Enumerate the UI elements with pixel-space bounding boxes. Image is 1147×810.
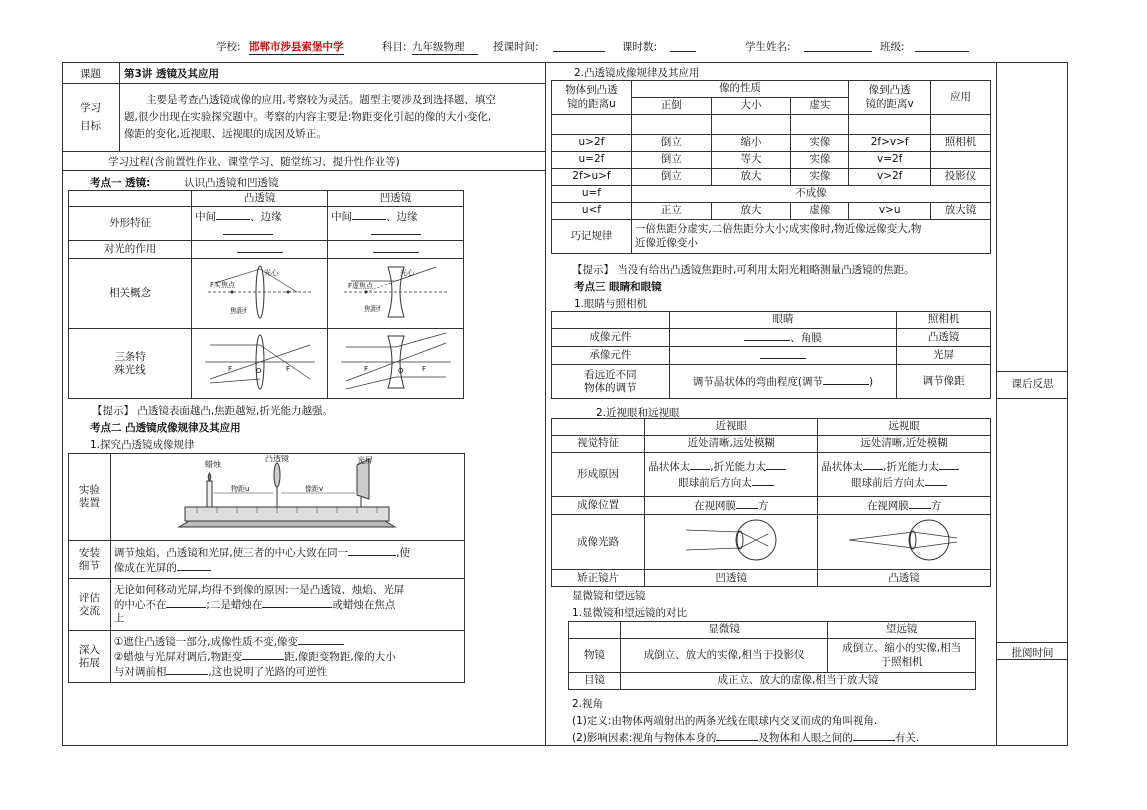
goal-text-1: 主要是考查凸透镜成像的应用,考察较为灵活。题型主要涉及到选择题、填空 (146, 94, 496, 106)
svg-text:F实焦点: F实焦点 (209, 280, 235, 289)
angle-factor: (2)影响因素:视角与物体本身的 及物体和人眼之间的 有关. (572, 732, 920, 744)
row-shape: 外形特征 (69, 207, 192, 241)
teach-time-blank[interactable] (553, 51, 605, 52)
tip1: 【提示】 凸透镜表面越凸,焦距越短,折光能力越强。 (92, 405, 334, 417)
h-eye: 眼睛 (669, 312, 897, 329)
myopia-path-diagram (645, 515, 818, 570)
svg-text:光心: 光心 (263, 268, 278, 277)
deep-label: 深入 拓展 (69, 631, 111, 683)
goal-text-2: 题,很少出现在实验探究题中。考察的内容主要是:物距变化引起的像的大小变化, (124, 111, 492, 123)
col-concave: 凹透镜 (328, 191, 464, 207)
period-blank[interactable] (670, 51, 696, 52)
adjust-label: 看远近不同 物体的调节 (552, 365, 670, 399)
svg-text:像距v: 像距v (305, 485, 324, 493)
review-time-label: 批阅时间 (1011, 647, 1054, 659)
angle-definition: (1)定义:由物体两端射出的两条光线在眼球内交叉而成的角叫视角. (572, 715, 878, 727)
experiment-table (68, 453, 465, 683)
svg-text:O: O (397, 366, 404, 375)
col-convex: 凸透镜 (192, 191, 328, 207)
micro-title: 显微镜和望远镜 (572, 590, 646, 602)
kp1-title: 考点一 透镜: (90, 177, 151, 189)
h-size: 大小 (711, 98, 791, 115)
right-column (546, 62, 996, 746)
microscope-table: 显微镜 望远镜 物镜 成倒立、放大的实像,相当于投影仪 成倒立、缩小的实像,相当 于照相机 目镜 成正立、放大的虚像,相当于放大镜 (568, 621, 976, 690)
svg-text:F: F (421, 364, 426, 373)
svg-text:F: F (363, 364, 368, 373)
kp2-title: 考点二 凸透镜成像规律及其应用 (90, 422, 241, 434)
micro-subtitle: 1.显微镜和望远镜的对比 (572, 607, 688, 619)
convex-shape: 中间 、边缘 (192, 207, 328, 241)
teach-time-label: 授课时间: (493, 41, 539, 53)
svg-text:蜡烛: 蜡烛 (205, 460, 222, 469)
process-line: 学习过程(含前置性作业、课堂学习、随堂练习、提升性作业等) (108, 156, 400, 168)
student-blank[interactable] (804, 51, 872, 52)
h-myopia: 近视眼 (645, 419, 818, 436)
kp2-subtitle: 1.探究凸透镜成像规律 (90, 439, 195, 451)
h-real: 虚实 (791, 98, 849, 115)
recv-elem: 承像元件 (552, 347, 670, 365)
table-row: 2f>u>f 倒立 放大 实像 v>2f 投影仪 (552, 169, 991, 186)
svg-text:焦距f: 焦距f (363, 304, 380, 313)
mnemonic-label: 巧记规律 (552, 220, 632, 254)
table-row: u=2f 倒立 等大 实像 v=2f (552, 152, 991, 169)
img-elem: 成像元件 (552, 329, 670, 347)
topic-label: 课题 (80, 68, 101, 80)
class-blank[interactable] (915, 51, 969, 52)
hyperopia-path-diagram (818, 515, 991, 570)
optical-bench-diagram (110, 454, 464, 541)
eye-camera-table: 眼睛 照相机 成像元件 、角膜 凸透镜 承像元件 光屏 看远近不同 物体的调节 调节晶状体的弯曲程度(调节 ) 调节像距 (551, 311, 991, 399)
eval-text: 无论如何移动光屏,均得不到像的原因:一是凸透镜、烛焰、光屏 的中心不在 ;二是蜡烛在 或蜡烛在焦点 上 (110, 579, 464, 631)
svg-text:光心: 光心 (399, 268, 414, 277)
kp3-title: 考点三 眼睛和眼镜 (574, 281, 662, 293)
svg-text:F: F (285, 364, 290, 373)
table-row: u=f 不成像 (552, 186, 991, 203)
deep-text: ①遮住凸透镜一部分,成像性质不变,像变 ②蜡烛与光屏对调后,物距变 距,像距变物距,像的大小 与对调前相 ,这也说明了光路的可逆性 (110, 631, 464, 683)
goal-label-1: 学习 (80, 102, 101, 114)
h-nature: 像的性质 (631, 81, 848, 98)
period-label: 课时数: (622, 41, 658, 53)
reflection-label: 课后反思 (1011, 378, 1054, 390)
install-text: 调节烛焰、凸透镜和光屏,使三者的中心大致在同一 ,使 像成在光屏的 (110, 541, 464, 579)
goal-text-3: 像距的变化,近视眼、远视眼的成因及矫正。 (124, 128, 327, 140)
install-label: 安装 细节 (69, 541, 111, 579)
convex-rays-diagram (192, 329, 328, 399)
kp3-subtitle: 1.眼睛与照相机 (574, 298, 648, 310)
h-hyperopia: 远视眼 (818, 419, 991, 436)
row-concept: 相关概念 (69, 259, 192, 329)
class-label: 班级: (880, 41, 905, 53)
h-img-dist: 像到凸透 镜的距离v (849, 81, 931, 115)
kp1-subtitle: 认识凸透镜和凹透镜 (184, 177, 279, 189)
svg-text:焦距f: 焦距f (229, 306, 247, 315)
subject-value: 九年级物理 (412, 39, 478, 55)
row-rays: 三条特 殊光线 (69, 329, 192, 399)
svg-text:物距u: 物距u (231, 485, 250, 493)
imaging-rules-table (551, 80, 991, 254)
lens-table (68, 190, 464, 399)
student-label: 学生姓名: (745, 41, 791, 53)
school-label: 学校: (216, 41, 241, 53)
angle-title: 2.视角 (572, 698, 604, 710)
svg-text:光屏: 光屏 (357, 456, 374, 465)
eval-label: 评估 交流 (69, 579, 111, 631)
eye-defect-table: 近视眼 远视眼 视觉特征 近处清晰,远处模糊 远处清晰,近处模糊 形成原因 晶状体太 ,折光能力太 眼球前后方向太 晶状体太 ,折光能力太 眼球前后方向太 成像位置 在视网膜 方 在视网膜 方 成像光路 矫正镜片 凹透镜 凸透镜 (551, 418, 991, 587)
topic-value: 第3讲 透镜及其应用 (124, 68, 219, 80)
concave-shape: 中间 、边缘 (328, 207, 464, 241)
table-row: u<f 正立 放大 虚像 v>u 放大镜 (552, 203, 991, 220)
svg-text:F: F (227, 364, 232, 373)
subject-label: 科目: (382, 41, 407, 53)
table-row: u>2f 倒立 缩小 实像 2f>v>f 照相机 (552, 135, 991, 152)
sub2-title: 2.近视眼和远视眼 (596, 407, 680, 419)
school-value: 邯郸市涉县索堡中学 (249, 41, 344, 53)
concave-concept-diagram (328, 259, 464, 329)
section2-title: 2.凸透镜成像规律及其应用 (574, 67, 700, 79)
side-column (997, 62, 1068, 746)
exp-label: 实验 装置 (69, 454, 111, 541)
h-camera: 照相机 (897, 312, 991, 329)
svg-text:凸透镜: 凸透镜 (265, 455, 290, 463)
goal-label-2: 目标 (80, 120, 101, 132)
svg-text:F虚焦点: F虚焦点 (347, 281, 373, 290)
row-light: 对光的作用 (69, 241, 192, 259)
convex-concept-diagram (192, 259, 328, 329)
svg-text:O: O (255, 366, 262, 375)
h-orient: 正倒 (631, 98, 711, 115)
h-obj-dist: 物体到凸透 镜的距离u (552, 81, 632, 115)
tip2: 【提示】 当没有给出凸透镜焦距时,可利用太阳光粗略测量凸透镜的焦距。 (572, 264, 915, 276)
h-app: 应用 (931, 81, 991, 115)
mnemonic-text: 一倍焦距分虚实,二倍焦距分大小;成实像时,物近像远像变大,物 近像近像变小 (631, 220, 990, 254)
concave-rays-diagram (328, 329, 464, 399)
left-column (62, 62, 546, 746)
